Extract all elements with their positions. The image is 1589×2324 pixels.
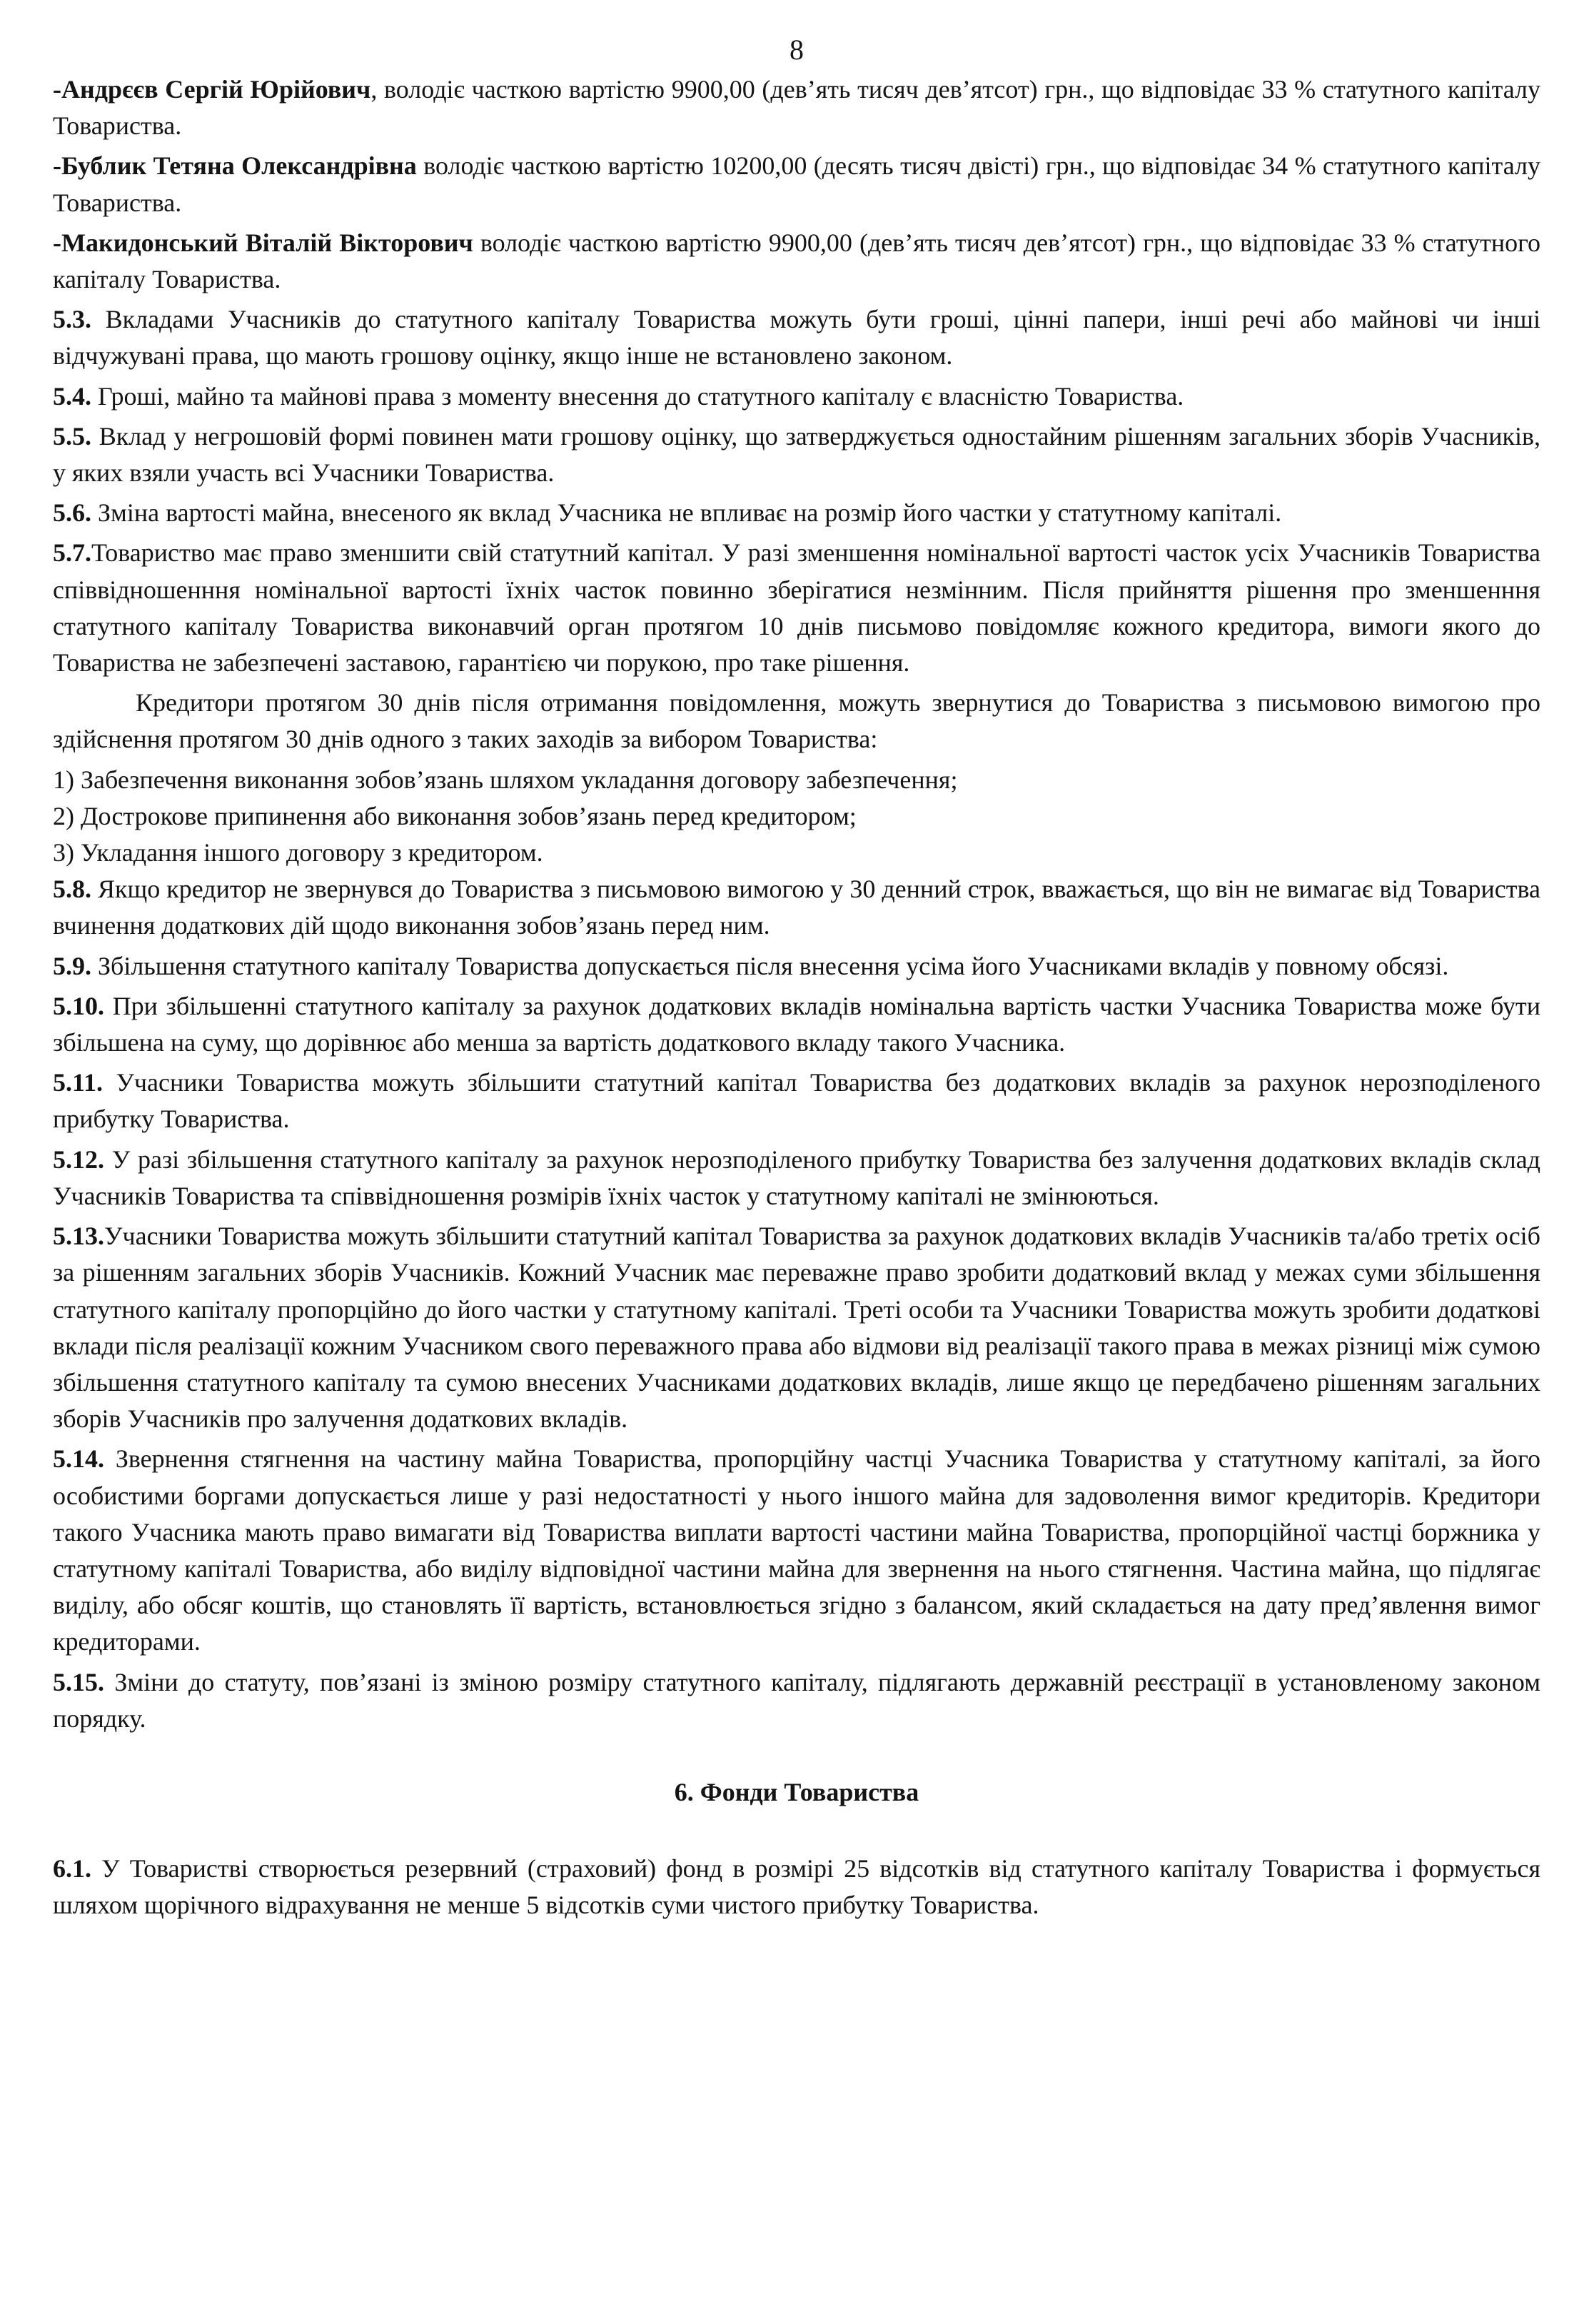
clause-5-5 xyxy=(53,418,1540,491)
clause-text: Якщо кредитор не звернувся до Товариства з письмовою вимогою у 30 денний строк, вважається, що він не вимагає від Товариства вчинення додаткових дій щодо виконання зобов’язань перед ним. xyxy=(53,875,1540,940)
clause-text: Звернення стягнення на частину майна Товариства, пропорційну частці Учасника Товариства у статутному капіталі, за його особистими боргами допускається лише у разі недостатності у нього іншого майна для задоволення вимог кредиторів. Кредитори такого Учасника мають право вимагати від Товариства виплати вартості частини майна Товариства, пропорційної частці боржника у статутному капіталі Товариства, або виділу відповідної частини майна для звернення на нього стягнення. Частина майна, що підлягає виділу, або обсяг коштів, що становлять її вартість, встановлюється згідно з балансом, який складається на дату пред’явлення вимог кредиторами. xyxy=(53,1444,1540,1656)
clause-5-15 xyxy=(53,1664,1540,1737)
clause-5-14 xyxy=(53,1441,1540,1660)
clause-number: 5.9. xyxy=(53,951,91,980)
clause-text: Збільшення статутного капіталу Товариства допускається після внесення усіма його Учасниками вкладів у повному обсязі. xyxy=(91,951,1449,980)
clause-number: 5.8. xyxy=(53,875,91,904)
clause-5-7 xyxy=(53,535,1540,681)
participant-name: -Макидонський Віталій Вікторович xyxy=(53,228,473,257)
clause-text: При збільшенні статутного капіталу за рахунок додаткових вкладів номінальна вартість частки Учасника Товариства може бути збільшена на суму, що дорівнює або менша за вартість додаткового вкладу такого Учасника. xyxy=(53,991,1540,1057)
clause-5-11 xyxy=(53,1065,1540,1137)
clause-text: У разі збільшення статутного капіталу за рахунок нерозподіленого прибутку Товариства без залучення додаткових вкладів склад Учасників Товариства та співвідношення розмірів їхніх часток у статутному капіталі не змінюються. xyxy=(53,1145,1540,1210)
participant-text: володіє часткою вартістю 10200,00 (десять тисяч двісті) грн., що відповідає 34 % статутного капіталу Товариства. xyxy=(53,151,1540,217)
participant-text: , володіє часткою вартістю 9900,00 (дев’ять тисяч дев’ятсот) грн., що відповідає 33 % статутного капіталу Товариства. xyxy=(53,75,1540,141)
clause-number: 5.14. xyxy=(53,1444,104,1474)
clause-text: Гроші, майно та майнові права з моменту внесення до статутного капіталу є власністю Товариства. xyxy=(91,381,1184,411)
clause-number: 5.3. xyxy=(53,305,91,334)
clause-text: Учасники Товариства можуть збільшити статутний капітал Товариства за рахунок додаткових вкладів Учасників та/або третіх осіб за рішенням загальних зборів Учасників. Кожний Учасник має переважне право зробити додатковий вклад у межах суми збільшення статутного капіталу пропорційно до його частки у статутному капіталі. Треті особи та Учасники Товариства можуть зробити додаткові вклади після реалізації кожним Учасником свого переважного права або відмови від реалізації такого права в межах різниці між сумою збільшення статутного капіталу та сумою внесених Учасниками додаткових вкладів, лише якщо це передбачено рішенням загальних зборів Учасників про залучення додаткових вкладів. xyxy=(53,1222,1540,1434)
clause-5-8 xyxy=(53,871,1540,944)
clause-5-10 xyxy=(53,988,1540,1061)
clause-5-13 xyxy=(53,1218,1540,1437)
clause-text: Вклад у негрошовій формі повинен мати грошову оцінку, що затверджується одностайним рішенням загальних зборів Учасників, у яких взяли участь всі Учасники Товариства. xyxy=(53,421,1540,488)
clause-number: 5.4. xyxy=(53,381,91,411)
section-heading: 6. Фонди Товариства xyxy=(674,1777,919,1806)
page-number: 8 xyxy=(790,34,804,66)
clause-number: 6.1. xyxy=(53,1854,91,1883)
clause-number: 5.13. xyxy=(53,1222,104,1251)
clause-text: Учасники Товариства можуть збільшити статутний капітал Товариства без додаткових вкладів за рахунок нерозподіленого прибутку Товариства. xyxy=(53,1068,1540,1134)
clause-text: У Товаристві створюється резервний (страховий) фонд в розмірі 25 відсотків від статутного капіталу Товариства і формується шляхом щорічного відрахування не менше 5 відсотків суми чистого прибутку Товариства. xyxy=(53,1854,1540,1920)
clause-5-12 xyxy=(53,1142,1540,1214)
clause-text: Вкладами Учасників до статутного капіталу Товариства можуть бути гроші, цінні папери, інші речі або майнові чи інші відчужувані права, що мають грошову оцінку, якщо інше не встановлено законом. xyxy=(53,305,1540,371)
clause-5-3 xyxy=(53,301,1540,374)
clause-text: Зміна вартості майна, внесеного як вклад Учасника не впливає на розмір його частки у статутному капіталі. xyxy=(91,498,1282,528)
participant-line xyxy=(53,148,1540,221)
creditors-paragraph: Кредитори протягом 30 днів після отримання повідомлення, можуть звернутися до Товариства з письмовою вимогою про здійснення протягом 30 днів одного з таких заходів за вибором Товариства: xyxy=(53,688,1540,754)
clause-number: 5.11. xyxy=(53,1068,104,1097)
creditor-option: 3) Укладання іншого договору з кредитором. xyxy=(53,838,543,867)
clause-number: 5.5. xyxy=(53,421,91,451)
clause-number: 5.15. xyxy=(53,1667,104,1696)
clause-number: 5.12. xyxy=(53,1145,104,1174)
creditor-option: 2) Дострокове припинення або виконання зобов’язань перед кредитором; xyxy=(53,801,857,830)
clause-5-4 xyxy=(53,378,1540,415)
participant-name: -Бублик Тетяна Олександрівна xyxy=(53,151,417,181)
participant-text: володіє часткою вартістю 9900,00 (дев’ять тисяч дев’ятсот) грн., що відповідає 33 % статутного капіталу Товариства. xyxy=(53,228,1540,294)
participant-line xyxy=(53,71,1540,144)
creditor-option: 1) Забезпечення виконання зобов’язань шляхом укладання договору забезпечення; xyxy=(53,765,958,794)
clause-6-1 xyxy=(53,1851,1540,1923)
participant-name: -Андрєєв Сергій Юрійович xyxy=(53,75,371,104)
clause-number: 5.10. xyxy=(53,991,104,1020)
clause-number: 5.6. xyxy=(53,498,91,528)
clause-text: Товариство має право зменшити свій статутний капітал. У разі зменшення номінальної вартості часток усіх Учасників Товариства співвідношенння номінальної вартості їхніх часток повинно зберігатися незмінним. Після прийняття рішення про зменшенння статутного капіталу Товариства виконавчий орган протягом 10 днів письмово повідомляє кожного кредитора, вимоги якого до Товариства не забезпечені заставою, гарантією чи порукою, про таке рішення. xyxy=(53,538,1540,678)
clause-text: Зміни до статуту, пов’язані із зміною розміру статутного капіталу, підлягають державній реєстрації в установленому законом порядку. xyxy=(53,1667,1540,1733)
participant-line xyxy=(53,225,1540,298)
document-page xyxy=(53,31,1540,1928)
clause-number: 5.7. xyxy=(53,538,91,568)
clause-5-6 xyxy=(53,495,1540,531)
clause-5-9 xyxy=(53,948,1540,985)
